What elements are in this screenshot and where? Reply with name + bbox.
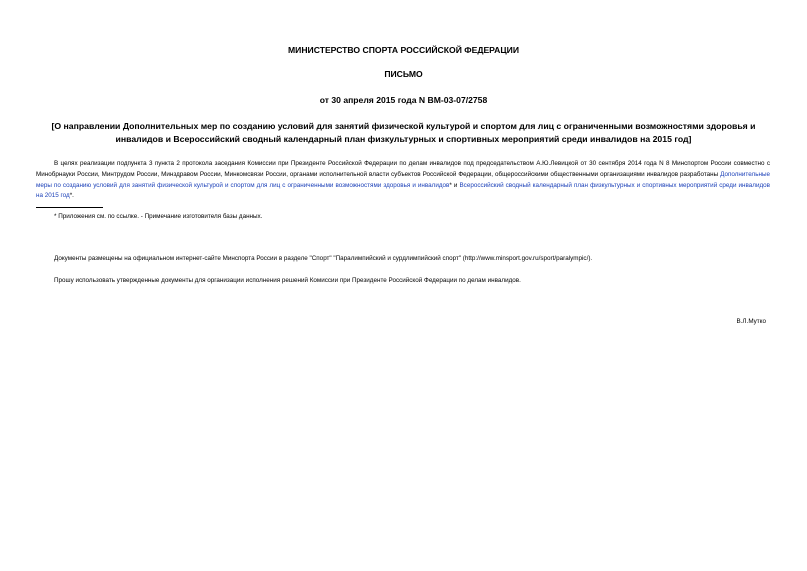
signature: В.Л.Мутко bbox=[736, 318, 766, 325]
body-paragraph-2: Документы размещены на официальном интернет-сайте Минспорта России в разделе "Спорт" "Паралимпийский и сурдлимпийский спорт" (http://www.minsport.gov.ru/sport/paralympic/). bbox=[54, 255, 593, 262]
document-subject: [О направлении Дополнительных мер по созданию условий для занятий физической культурой и спортом для лиц с ограниченными возможностями здоровья и инвалидов и Всероссийский сводный календарный план физкультурных и спортивных мероприятий среди инвалидов на 2015 год] bbox=[51, 121, 756, 144]
body-paragraph-3: Прошу использовать утвержденные документы для организации исполнения решений Комиссии при Президенте Российской Федерации по делам инвалидов. bbox=[54, 277, 521, 284]
footnote-divider bbox=[36, 207, 103, 208]
document-date: от 30 апреля 2015 года N ВМ-03-07/2758 bbox=[319, 95, 488, 105]
additional-measures-link[interactable]: Дополнительные меры по созданию условий для занятий физической культурой и спортом для лиц с ограниченными возможностями здоровья и инвалидов bbox=[36, 170, 770, 189]
organization-title: МИНИСТЕРСТВО СПОРТА РОССИЙСКОЙ ФЕДЕРАЦИИ bbox=[287, 45, 519, 55]
p1-mid: * и bbox=[449, 181, 460, 189]
document-type: ПИСЬМО bbox=[384, 69, 423, 79]
p1-end: *. bbox=[69, 192, 74, 200]
footnote: * Приложения см. по ссылке. - Примечание изготовителя базы данных. bbox=[54, 213, 263, 220]
p1-text: В целях реализации подпункта 3 пункта 2 протокола заседания Комиссии при Президенте Российской Федерации по делам инвалидов под председательством А.Ю.Левицкой от 30 сентября 2014 года N 8 Минспортом России совместно с Минобрнауки России, Минтрудом России, Минздравом России, Минкомсвязи России, органами исполнительной власти субъектов Российской Федерации, общероссийскими общественными организациями инвалидов разработаны bbox=[36, 160, 770, 178]
calendar-plan-link[interactable]: Всероссийский сводный календарный план физкультурных и спортивных мероприятий среди инвалидов на 2015 год bbox=[36, 181, 771, 200]
body-paragraph-1 bbox=[36, 159, 770, 202]
